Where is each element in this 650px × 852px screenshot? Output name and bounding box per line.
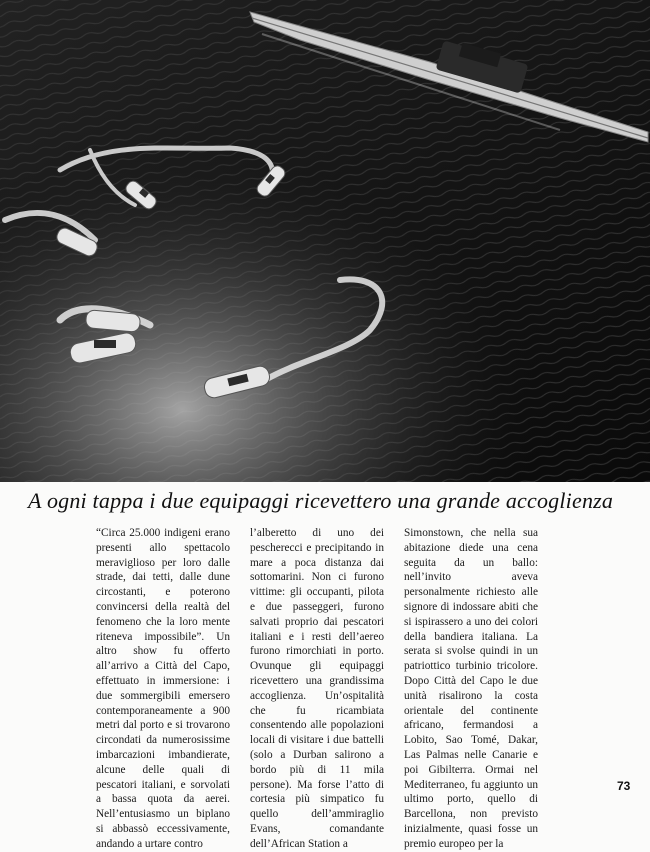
page-number: 73 xyxy=(617,779,631,793)
article-body xyxy=(96,526,538,850)
text-column-1 xyxy=(96,526,230,850)
text-column-3 xyxy=(404,526,538,850)
headline: A ogni tappa i due equipaggi ricevettero una grande accoglienza xyxy=(28,488,614,513)
column-1-text: “Circa 25.000 indigeni erano presenti allo spettacolo meraviglioso per loro dalle strade, dai tetti, dalle dune circostanti, e poterono convincersi della realtà del fenomeno che la loro mente riteneva impossibile”. Un altro show fu offerto all’arrivo a Città del Capo, effettuato in immersione: i due sommergibili emersero contemporaneamente a 900 metri dal porto e si trovarono circondati da numerosissime imbarcazioni imbandierate, alcune delle quali di pescatori italiani, e sorvolati a bassa quota da aerei. Nell’entusiasmo un biplano si abbassò eccessivamente, andando a urtare contro xyxy=(96,527,230,850)
text-column-2 xyxy=(250,526,384,850)
column-2-text: l’alberetto di uno dei pescherecci e precipitando in mare a poca distanza dai sottomarini. Non ci furono vittime: gli occupanti, pilota e due passeggeri, furono salvati proprio dai pescatori italiani e i resti dell’aereo furono rimorchiati in porto. Ovunque gli equipaggi ricevettero una grandissima accoglienza. Un’ospitalità che fu ricambiata consentendo alle popolazioni locali di visitare i due battelli (solo a Durban salirono a bordo più di 11 mila persone). Ma forse l’atto di cortesia più simpatico fu quello dell’ammiraglio Evans, comandante dell’African Station a xyxy=(250,527,384,850)
column-3-text: Simonstown, che nella sua abitazione diede una cena seguita da un ballo: nell’invito aveva personalmente richiesto alle signore di indossare abiti che si ispirassero a uno dei colori della bandiera italiana. La serata si svolse quindi in un patriottico turbinio tricolore. Dopo Città del Capo le due unità risalirono la costa orientale del continente africano, fermandosi a Lobito, Sao Tomé, Dakar, Las Palmas nelle Canarie e poi Gibilterra. Ormai nel Mediterraneo, fu aggiunto un ultimo porto, quello di Barcellona, non previsto inizialmente, quasi fosse un premio europeo per la xyxy=(404,527,538,850)
